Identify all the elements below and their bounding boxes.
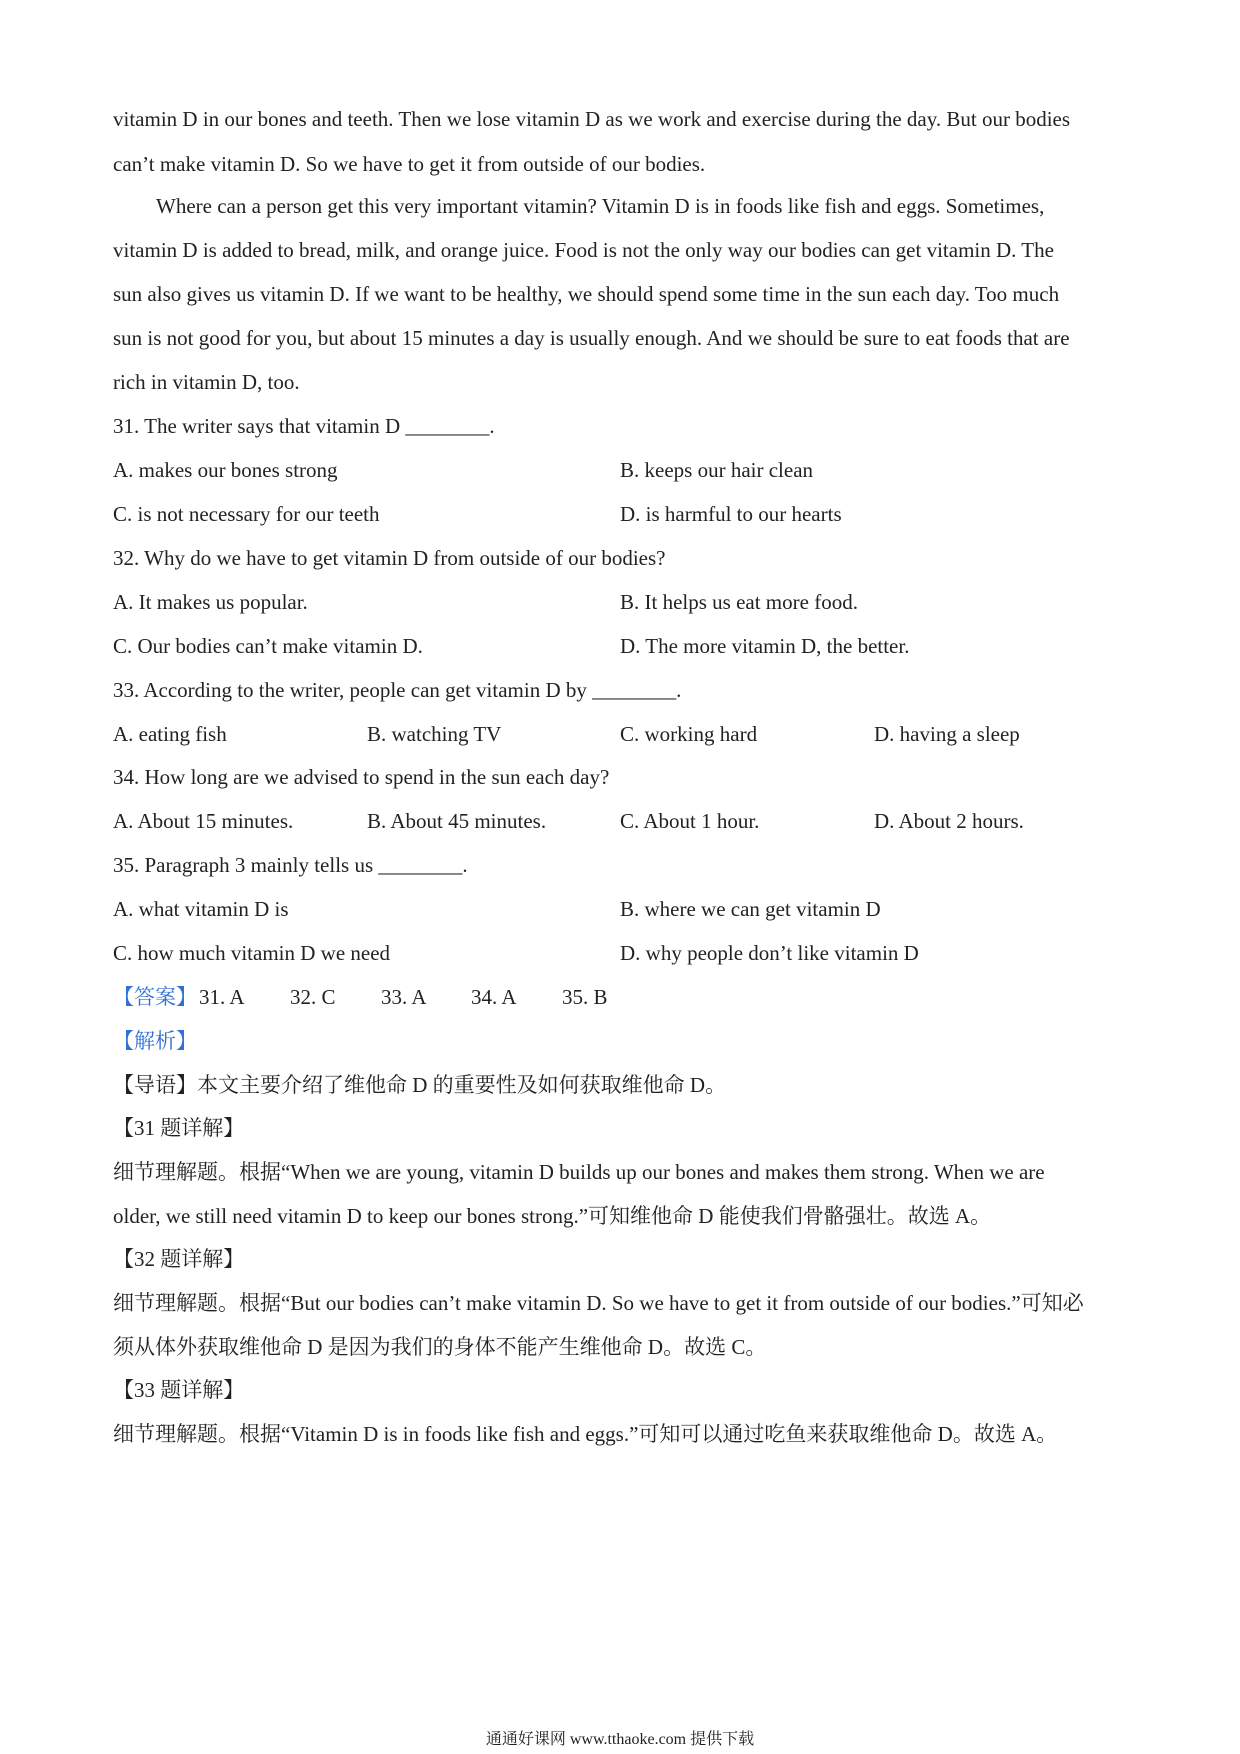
answer-item: 34. A <box>471 985 517 1009</box>
option-b: B. About 45 minutes. <box>367 809 547 833</box>
question-stem: 33. According to the writer, people can get vitamin D by ________. <box>113 678 682 702</box>
option-d: D. The more vitamin D, the better. <box>620 634 910 658</box>
option-d: D. is harmful to our hearts <box>620 502 842 526</box>
q32-explanation: 须从体外获取维他命 D 是因为我们的身体不能产生维他命 D。故选 C。 <box>113 1335 767 1359</box>
q31-heading: 【31 题详解】 <box>113 1116 245 1140</box>
option-b: B. keeps our hair clean <box>620 458 814 482</box>
q31-explanation: older, we still need vitamin D to keep our bones strong.”可知维他命 D 能使我们骨骼强壮。故选 A。 <box>113 1204 992 1228</box>
option-b: B. It helps us eat more food. <box>620 590 858 614</box>
option-c: C. Our bodies can’t make vitamin D. <box>113 634 423 658</box>
option-d: D. why people don’t like vitamin D <box>620 941 919 965</box>
option-a: A. makes our bones strong <box>113 458 338 482</box>
answer-label: 【答案】 <box>113 985 197 1009</box>
option-a: A. About 15 minutes. <box>113 809 294 833</box>
answer-item: 35. B <box>562 985 608 1009</box>
passage-line: vitamin D is added to bread, milk, and orange juice. Food is not the only way our bodies can get vitamin D. The <box>113 238 1054 262</box>
question-stem: 34. How long are we advised to spend in the sun each day? <box>113 765 610 789</box>
q31-explanation: 细节理解题。根据“When we are young, vitamin D builds up our bones and makes them strong. When we are <box>113 1160 1045 1184</box>
q32-explanation: 细节理解题。根据“But our bodies can’t make vitamin D. So we have to get it from outside of our bodies.”可知必 <box>113 1291 1084 1315</box>
passage-line: rich in vitamin D, too. <box>113 370 300 394</box>
page-footer: 通通好课网 www.tthaoke.com 提供下载 <box>485 1731 755 1748</box>
analysis-intro: 【导语】本文主要介绍了维他命 D 的重要性及如何获取维他命 D。 <box>113 1073 727 1097</box>
option-c: C. working hard <box>620 722 758 746</box>
q33-heading: 【33 题详解】 <box>113 1378 245 1402</box>
option-c: C. how much vitamin D we need <box>113 941 391 965</box>
answer-item: 31. A <box>199 985 245 1009</box>
option-d: D. having a sleep <box>874 722 1020 746</box>
passage-line: sun is not good for you, but about 15 minutes a day is usually enough. And we should be sure to eat foods that are <box>113 326 1070 350</box>
answer-item: 33. A <box>381 985 427 1009</box>
passage-line: vitamin D in our bones and teeth. Then we lose vitamin D as we work and exercise during the day. But our bodies <box>113 107 1071 131</box>
passage-line: sun also gives us vitamin D. If we want to be healthy, we should spend some time in the sun each day. Too much <box>113 282 1060 306</box>
option-b: B. watching TV <box>367 722 502 746</box>
question-stem: 32. Why do we have to get vitamin D from outside of our bodies? <box>113 546 666 570</box>
option-d: D. About 2 hours. <box>874 809 1024 833</box>
q33-explanation: 细节理解题。根据“Vitamin D is in foods like fish and eggs.”可知可以通过吃鱼来获取维他命 D。故选 A。 <box>113 1422 1058 1446</box>
answer-item: 32. C <box>290 985 336 1009</box>
passage-line: can’t make vitamin D. So we have to get it from outside of our bodies. <box>113 152 706 176</box>
option-c: C. About 1 hour. <box>620 809 760 833</box>
option-c: C. is not necessary for our teeth <box>113 502 380 526</box>
option-a: A. what vitamin D is <box>113 897 289 921</box>
question-stem: 35. Paragraph 3 mainly tells us ________. <box>113 853 468 877</box>
q32-heading: 【32 题详解】 <box>113 1247 245 1271</box>
passage-line: Where can a person get this very important vitamin? Vitamin D is in foods like fish and eggs. Sometimes, <box>156 194 1045 218</box>
option-a: A. It makes us popular. <box>113 590 308 614</box>
option-a: A. eating fish <box>113 722 227 746</box>
question-stem: 31. The writer says that vitamin D ________. <box>113 414 495 438</box>
option-b: B. where we can get vitamin D <box>620 897 881 921</box>
analysis-label: 【解析】 <box>113 1029 197 1053</box>
